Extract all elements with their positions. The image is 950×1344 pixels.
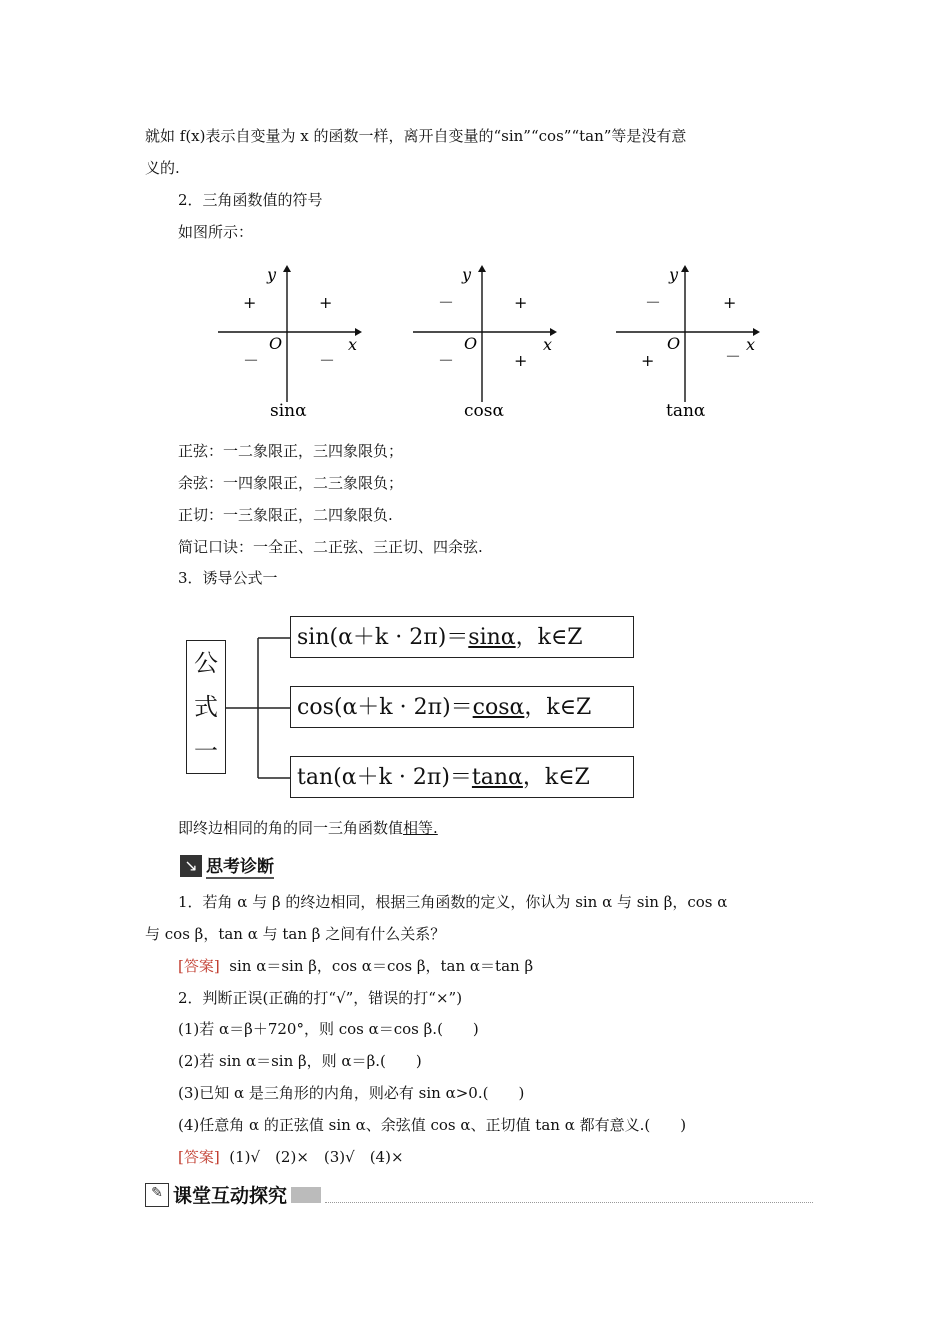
edit-icon: ✎ (145, 1183, 169, 1207)
cos-sign-diagram (410, 262, 560, 424)
x-axis-label: x (543, 335, 553, 354)
diagram-caption: cosα (464, 401, 504, 421)
think-title: 思考诊断 (206, 852, 274, 879)
think-q2-item-2: (2)若 sin α＝sin β，则 α＝β.( ) (178, 1052, 422, 1070)
rule-sin: 正弦：一二象限正，三四象限负； (178, 442, 404, 460)
q3-sign: + (641, 351, 655, 370)
formula-tail: ，k∈Z (515, 625, 583, 650)
header-rule (325, 1186, 813, 1203)
section3-summary (178, 818, 438, 838)
think-a2 (178, 1147, 404, 1167)
formula-tan (290, 756, 634, 798)
section2-sub: 如图所示： (178, 223, 254, 241)
formula-lhs: sin(α＋k · 2π)＝ (297, 625, 469, 650)
section2-heading: 2．三角函数值的符号 (178, 191, 323, 209)
formula-tail: ，k∈Z (524, 695, 592, 720)
intro-line-2: 义的. (145, 159, 180, 177)
rule-tan: 正切：一三象限正，二四象限负. (178, 506, 393, 524)
formula-answer: cosα (472, 695, 525, 720)
think-header (180, 852, 274, 879)
think-q1-line2: 与 cos β，tan α 与 tan β 之间有什么关系？ (145, 925, 446, 943)
q2-sign: － (438, 293, 455, 312)
formula-label-char: 式 (194, 693, 218, 721)
x-axis-label: x (746, 335, 756, 354)
next-section-header (145, 1181, 813, 1208)
formula-connectors (226, 630, 292, 780)
q3-sign: － (438, 351, 455, 370)
think-a1 (178, 956, 533, 976)
formula-label-char: 一 (194, 737, 218, 765)
q4-sign: + (514, 351, 528, 370)
formula-answer: tanα (471, 765, 523, 790)
formula-lhs: cos(α＋k · 2π)＝ (297, 695, 473, 720)
origin-label: O (667, 334, 681, 353)
answer-tag: [答案] (178, 1148, 220, 1166)
formula-lhs: tan(α＋k · 2π)＝ (297, 765, 472, 790)
formula-label-char: 公 (194, 649, 218, 677)
formula-tail: ，k∈Z (522, 765, 590, 790)
q2-sign: － (645, 293, 662, 312)
think-q2-item-1: (1)若 α＝β＋720°，则 cos α＝cos β.( ) (178, 1020, 479, 1038)
y-axis-label: y (267, 265, 277, 284)
q4-sign: － (725, 347, 742, 366)
think-q1-line1: 1．若角 α 与 β 的终边相同，根据三角函数的定义，你认为 sin α 与 sin β，cos α (178, 893, 728, 911)
q1-sign: + (723, 293, 737, 312)
diagram-caption: tanα (666, 401, 706, 421)
q1-sign: + (514, 293, 528, 312)
rule-mnemonic: 简记口诀：一全正、二正弦、三正切、四余弦. (178, 538, 483, 556)
diagram-caption: sinα (270, 401, 307, 421)
sin-sign-diagram (215, 262, 365, 424)
formula-label (186, 640, 226, 774)
intro-line-1: 就如 f(x)表示自变量为 x 的函数一样，离开自变量的“sin”“cos”“tan”等是没有意 (145, 127, 687, 145)
think-q2-item-3: (3)已知 α 是三角形的内角，则必有 sin α>0.( ) (178, 1084, 525, 1102)
q3-sign: － (243, 351, 260, 370)
arrow-icon: ↘ (180, 855, 202, 877)
section3-heading: 3．诱导公式一 (178, 569, 278, 587)
x-axis-label: x (348, 335, 358, 354)
origin-label: O (269, 334, 283, 353)
answer-text: (1)√ (2)× (3)√ (4)× (229, 1148, 404, 1166)
formula-cos (290, 686, 634, 728)
formula-answer: sinα (468, 625, 516, 650)
summary-text: 即终边相同的角的同一三角函数值 (178, 819, 404, 837)
q2-sign: + (243, 293, 257, 312)
think-q2-heading: 2．判断正误(正确的打“√”，错误的打“×”) (178, 989, 463, 1007)
origin-label: O (464, 334, 478, 353)
next-section-title: 课堂互动探究 (173, 1185, 288, 1207)
rule-cos: 余弦：一四象限正，二三象限负； (178, 474, 404, 492)
formula-sin (290, 616, 634, 658)
y-axis-label: y (462, 265, 472, 284)
q1-sign: + (319, 293, 333, 312)
answer-tag: [答案] (178, 957, 220, 975)
q4-sign: － (319, 351, 336, 370)
answer-text: sin α＝sin β，cos α＝cos β，tan α＝tan β (229, 957, 534, 975)
think-q2-item-4: (4)任意角 α 的正弦值 sin α、余弦值 cos α、正切值 tan α 都有意义.( ) (178, 1116, 687, 1134)
summary-answer: 相等. (403, 819, 438, 837)
header-bar (291, 1187, 321, 1203)
y-axis-label: y (669, 265, 679, 284)
tan-sign-diagram (613, 262, 763, 424)
